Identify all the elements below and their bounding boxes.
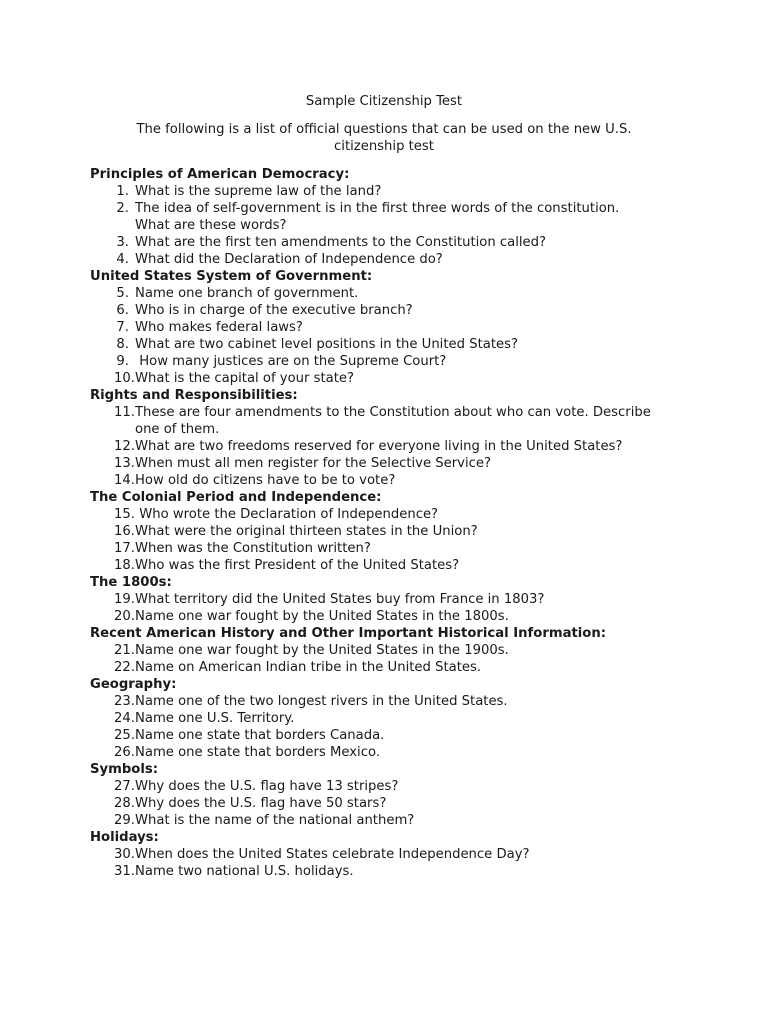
question-text: What is the name of the national anthem? <box>135 813 415 828</box>
question-text: Why does the U.S. flag have 50 stars? <box>135 796 387 811</box>
question-number: 13. <box>114 456 135 471</box>
question-text: What territory did the United States buy from France in 1803? <box>135 592 545 607</box>
question-text: When does the United States celebrate Independence Day? <box>135 847 530 862</box>
question-number: 28. <box>114 796 135 811</box>
question-item <box>90 642 690 659</box>
question-item <box>90 744 690 761</box>
question-number: 29. <box>114 813 135 828</box>
question-item <box>90 863 690 880</box>
question-item <box>90 591 690 608</box>
question-text: When must all men register for the Selective Service? <box>135 456 492 471</box>
question-text: Name one of the two longest rivers in the United States. <box>135 694 508 709</box>
question-text: These are four amendments to the Constitution about who can vote. Describe one of them. <box>135 405 656 437</box>
question-item <box>90 812 690 829</box>
question-text: Name one state that borders Canada. <box>135 728 385 743</box>
question-text: Name one war fought by the United States in the 1900s. <box>135 643 509 658</box>
question-number: 9. <box>116 354 129 369</box>
question-text: Name one war fought by the United States in the 1800s. <box>135 609 509 624</box>
question-number: 22. <box>114 660 135 675</box>
question-item <box>90 285 690 302</box>
section-heading: Symbols: <box>90 762 158 777</box>
question-number: 24. <box>114 711 135 726</box>
question-number: 5. <box>116 286 129 301</box>
question-number: 7. <box>116 320 129 335</box>
question-text: How many justices are on the Supreme Court? <box>135 354 447 369</box>
section-heading: Recent American History and Other Important Historical Information: <box>90 626 607 641</box>
question-item <box>90 455 690 472</box>
question-number: 17. <box>114 541 135 556</box>
question-number: 21. <box>114 643 135 658</box>
question-item <box>90 557 690 574</box>
question-item <box>90 302 690 319</box>
page-title: Sample Citizenship Test <box>305 94 463 109</box>
question-list <box>90 166 690 880</box>
question-number: 20. <box>114 609 135 624</box>
question-number: 27. <box>114 779 135 794</box>
question-item <box>90 778 690 795</box>
question-text: What is the capital of your state? <box>135 371 355 386</box>
question-text: How old do citizens have to be to vote? <box>135 473 396 488</box>
question-number: 31. <box>114 864 135 879</box>
question-text: Who is in charge of the executive branch? <box>135 303 413 318</box>
question-item <box>90 336 690 353</box>
question-text: Who was the first President of the United States? <box>135 558 460 573</box>
section-heading: United States System of Government: <box>90 269 373 284</box>
question-number: 26. <box>114 745 135 760</box>
question-number: 30. <box>114 847 135 862</box>
question-number: 19. <box>114 592 135 607</box>
question-number: 15. <box>114 507 135 522</box>
question-number: 4. <box>116 252 129 267</box>
intro-paragraph: The following is a list of official questions that can be used on the new U.S. citizenship test <box>136 122 632 154</box>
section-heading: Holidays: <box>90 830 159 845</box>
question-number: 18. <box>114 558 135 573</box>
question-item <box>90 234 690 251</box>
question-number: 25. <box>114 728 135 743</box>
question-text: Who wrote the Declaration of Independence? <box>135 507 439 522</box>
question-item <box>90 353 690 370</box>
question-text: What is the supreme law of the land? <box>135 184 382 199</box>
section-heading: Rights and Responsibilities: <box>90 388 298 403</box>
question-item <box>90 727 690 744</box>
question-text: The idea of self-government is in the first three words of the constitution. What are these words? <box>135 201 624 233</box>
question-number: 16. <box>114 524 135 539</box>
question-item <box>90 710 690 727</box>
question-number: 3. <box>116 235 129 250</box>
question-text: What are the first ten amendments to the Constitution called? <box>135 235 547 250</box>
question-text: What did the Declaration of Independence do? <box>135 252 443 267</box>
question-text: When was the Constitution written? <box>135 541 371 556</box>
question-item <box>90 370 690 387</box>
question-text: Name one U.S. Territory. <box>135 711 295 726</box>
question-item <box>90 438 690 455</box>
question-text: Name on American Indian tribe in the United States. <box>135 660 482 675</box>
section-heading: Principles of American Democracy: <box>90 167 350 182</box>
question-text: Who makes federal laws? <box>135 320 303 335</box>
question-item <box>90 183 690 200</box>
question-item <box>90 506 690 523</box>
question-number: 8. <box>116 337 129 352</box>
question-number: 12. <box>114 439 135 454</box>
question-item <box>90 659 690 676</box>
question-number: 1. <box>116 184 129 199</box>
section-heading: The Colonial Period and Independence: <box>90 490 382 505</box>
question-number: 14. <box>114 473 135 488</box>
question-text: Why does the U.S. flag have 13 stripes? <box>135 779 399 794</box>
question-number: 11. <box>114 405 135 420</box>
question-number: 23. <box>114 694 135 709</box>
question-item <box>90 404 690 438</box>
question-item <box>90 251 690 268</box>
question-item <box>90 319 690 336</box>
question-text: Name one state that borders Mexico. <box>135 745 381 760</box>
section-heading: The 1800s: <box>90 575 172 590</box>
question-item <box>90 200 690 234</box>
question-number: 6. <box>116 303 129 318</box>
question-text: Name one branch of government. <box>135 286 359 301</box>
question-item <box>90 523 690 540</box>
question-item <box>90 472 690 489</box>
question-text: What are two freedoms reserved for everyone living in the United States? <box>135 439 623 454</box>
question-item <box>90 608 690 625</box>
question-number: 2. <box>116 201 129 216</box>
question-item <box>90 693 690 710</box>
question-item <box>90 795 690 812</box>
section-heading: Geography: <box>90 677 177 692</box>
question-text: What are two cabinet level positions in the United States? <box>135 337 518 352</box>
question-text: Name two national U.S. holidays. <box>135 864 354 879</box>
question-item <box>90 540 690 557</box>
question-text: What were the original thirteen states in the Union? <box>135 524 478 539</box>
question-number: 10. <box>114 371 135 386</box>
question-item <box>90 846 690 863</box>
